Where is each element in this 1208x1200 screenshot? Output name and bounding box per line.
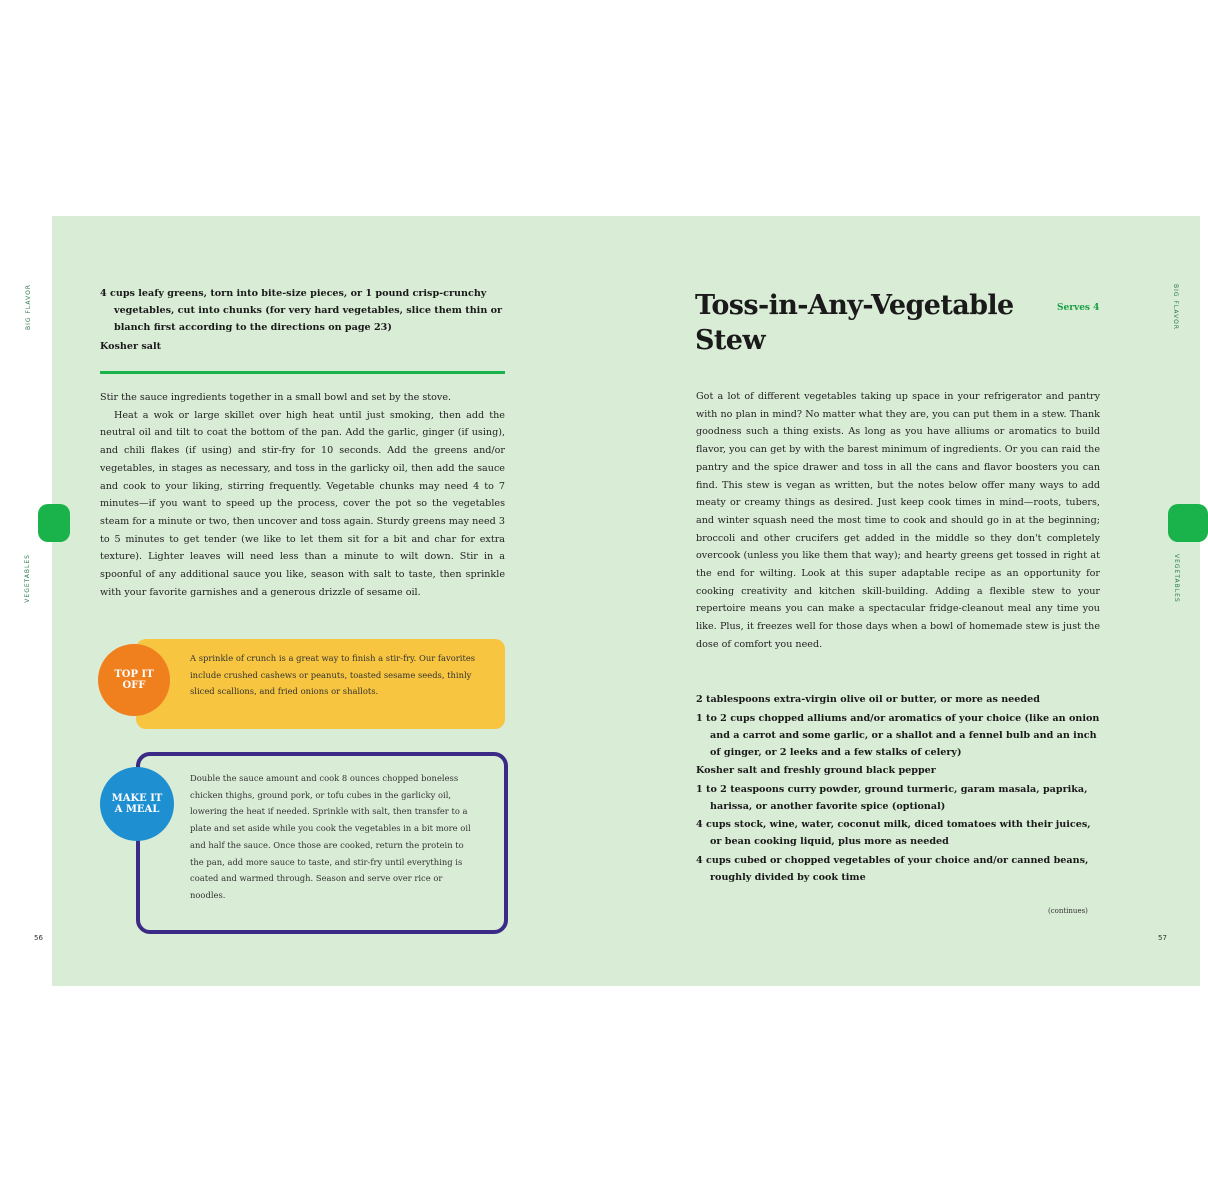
left-method-text: [100, 389, 505, 601]
make-it-a-meal-badge-label: MAKE IT A MEAL: [111, 793, 163, 815]
right-page-number: 57: [1158, 934, 1167, 942]
left-section-tab: [38, 504, 70, 542]
ingredient-item: 4 cups stock, wine, water, coconut milk, diced tomatoes with their juices, or bean cooking liquid, plus more as needed: [696, 819, 1091, 847]
method-paragraph: Stir the sauce ingredients together in a small bowl and set by the stove.: [100, 392, 452, 403]
serves-label: Serves 4: [1057, 303, 1100, 313]
right-ingredient-list: [696, 691, 1100, 886]
ingredient-item: Kosher salt: [100, 340, 162, 352]
make-it-a-meal-badge: [100, 767, 174, 841]
left-page-number: 56: [34, 934, 43, 942]
right-running-head-bottom: VEGETABLES: [1173, 554, 1180, 603]
ingredient-item: 1 to 2 teaspoons curry powder, ground turmeric, garam masala, paprika, harissa, or another favorite spice (optional): [696, 783, 1088, 812]
top-it-off-badge: [98, 644, 170, 716]
left-running-head-top: BIG FLAVOR: [25, 284, 32, 330]
ingredient-item: 4 cups cubed or chopped vegetables of your choice and/or canned beans, roughly divided by cook time: [696, 854, 1089, 883]
right-running-head-top: BIG FLAVOR: [1172, 284, 1179, 330]
top-it-off-box: [136, 639, 505, 729]
top-it-off-text: A sprinkle of crunch is a great way to finish a stir-fry. Our favorites include crushed cashews or peanuts, toasted sesame seeds, thinly sliced scallions, and fried onions or shallots.: [190, 653, 476, 697]
make-it-a-meal-text: Double the sauce amount and cook 8 ounces chopped boneless chicken thighs, ground pork, or tofu cubes in the garlicky oil, lowering the heat if needed. Sprinkle with salt, then transfer to a plate and set aside while you cook the vegetables in a bit more oil and half the sauce. Once those are cooked, return the protein to the pan, add more sauce to taste, and stir-fry until everything is coated and warmed through. Season and serve over rice or noodles.: [190, 773, 471, 900]
section-divider: [100, 371, 505, 374]
left-ingredient-list: [100, 285, 506, 355]
top-it-off-badge-label: TOP IT OFF: [114, 669, 154, 691]
ingredient-item: Kosher salt and freshly ground black pepper: [696, 765, 936, 776]
ingredient-item: 1 to 2 cups chopped alliums and/or aromatics of your choice (like an onion and a carrot and some garlic, or a shallot and a fennel bulb and an inch of ginger, or 2 leeks and a few stalks of celery): [696, 712, 1100, 758]
make-it-a-meal-box: [136, 752, 508, 934]
recipe-title: Toss-in-Any-Vegetable Stew: [695, 290, 1014, 356]
book-spread: [24, 216, 1200, 986]
ingredient-item: 2 tablespoons extra-virgin olive oil or butter, or more as needed: [696, 694, 1040, 705]
method-paragraph: Heat a wok or large skillet over high heat until just smoking, then add the neutral oil and tilt to coat the bottom of the pan. Add the garlic, ginger (if using), and chili flakes (if using) and stir-fry for 10 seconds. Add the greens and/or vegetables, in stages as necessary, and toss in the garlicky oil, then add the sauce and cook to your liking, stirring frequently. Vegetable chunks may need 4 to 7 minutes—if you want to speed up the process, cover the pot so the vegetables steam for a minute or two, then uncover and toss again. Sturdy greens may need 3 to 5 minutes to get tender (we like to let them sit for a bit and char for extra texture). Lighter leaves will need less than a minute to wilt down. Stir in a spoonful of any additional sauce you like, season with salt to taste, then sprinkle with your favorite garnishes and a generous drizzle of sesame oil.: [100, 409, 505, 598]
continued-label: (continues): [1048, 907, 1088, 915]
recipe-intro: Got a lot of different vegetables taking up space in your refrigerator and pantry with no plan in mind? No matter what they are, you can put them in a stew. Thank goodness such a thing exists. As long as you have alliums or aromatics to build flavor, you can get by with the barest minimum of ingredients. Or you can raid the pantry and the spice drawer and toss in all the cans and flavor boosters you can find. This stew is vegan as written, but the notes below offer many ways to add meaty or creamy things as desired. Just keep cook times in mind—roots, tubers, and winter squash need the most time to cook and should go in at the beginning; broccoli and other crucifers get added in the middle so they don't completely overcook (unless you like them that way); and hearty greens get tossed in right at the end for wilting. Look at this super adaptable recipe as an opportunity for cooking creativity and kitchen skill-building. Adding a flexible stew to your repertoire means you can make a spectacular fridge-cleanout meal any time you like. Plus, it freezes well for those days when a bowl of homemade stew is just the dose of comfort you need.: [696, 391, 1100, 650]
right-section-tab: [1168, 504, 1208, 542]
ingredient-item: 4 cups leafy greens, torn into bite-size pieces, or 1 pound crisp-crunchy vegetables, cut into chunks (for very hard vegetables, slice them thin or blanch first according to the directions on page 23): [100, 288, 503, 333]
left-running-head-bottom: VEGETABLES: [24, 554, 31, 603]
